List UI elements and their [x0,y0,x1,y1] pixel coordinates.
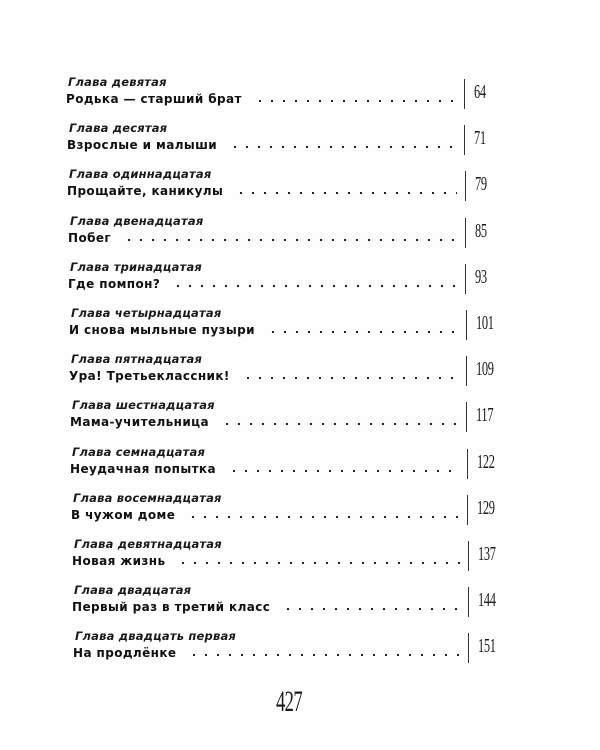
page-ref: 64 [474,81,486,103]
toc-entry [0,629,600,675]
chapter-title: Взрослые и малыши [67,138,218,153]
chapter-title: Ура! Третьеклассник! [69,369,230,384]
dot-leader [172,285,457,287]
toc-entry [0,167,600,213]
toc-entry [0,445,600,491]
chapter-label: Глава восемнадцатая [73,490,222,505]
separator-bar [468,541,469,571]
chapter-title: Первый раз в третий класс [72,600,271,615]
page-ref: 93 [475,265,487,288]
chapter-title: Мама-учительница [70,415,209,430]
page-number: 427 [276,685,303,718]
separator-bar [468,587,469,617]
chapter-label: Глава двенадцатая [70,213,204,228]
chapter-label: Глава четырнадцатая [71,306,222,320]
chapter-label: Глава пятнадцатая [71,352,203,367]
chapter-title: Прощайте, каникулы [67,184,224,199]
page-ref: 71 [474,127,486,150]
page-ref: 122 [477,450,495,473]
chapter-title: Родька — старший брат [66,92,242,106]
dot-leader [228,470,459,472]
toc-entry [0,214,600,260]
dot-leader [221,423,458,425]
dot-leader [229,146,456,148]
toc-entry [0,260,600,306]
separator-bar [467,449,468,479]
chapter-title: На продлёнке [73,646,177,661]
chapter-label: Глава двадцать первая [75,629,236,644]
separator-bar [466,402,467,432]
separator-bar [466,310,467,340]
dot-leader [188,654,460,656]
dot-leader [177,562,460,564]
chapter-title: Неудачная попытка [70,461,216,476]
chapter-title: Новая жизнь [72,554,166,568]
toc-entry [0,352,600,398]
page-ref: 144 [478,589,496,612]
page-ref: 109 [476,358,494,381]
chapter-label: Глава одиннадцатая [69,167,212,182]
toc-entry [0,491,600,537]
page-ref: 85 [475,219,487,242]
separator-bar [466,356,467,386]
chapter-title: Где помпон? [68,276,161,291]
separator-bar [465,264,466,294]
chapter-label: Глава десятая [69,121,168,136]
page-ref: 151 [478,635,496,658]
separator-bar [464,79,465,109]
separator-bar [465,171,466,201]
separator-bar [467,495,468,525]
chapter-label: Глава девятнадцатая [74,537,222,551]
dot-leader [242,377,458,379]
toc-entry [0,583,600,629]
chapter-label: Глава девятая [68,75,167,89]
dot-leader [123,239,457,241]
toc-entry [0,121,600,167]
dot-leader [254,100,456,102]
dot-leader [267,331,458,333]
dot-leader [187,516,459,518]
toc-entry [0,398,600,444]
page-ref: 137 [478,543,496,565]
chapter-title: В чужом доме [71,507,176,522]
toc-entry [0,306,600,352]
separator-bar [468,633,469,663]
chapter-label: Глава шестнадцатая [72,398,215,413]
page-ref: 101 [476,312,494,334]
chapter-title: Побег [68,230,112,245]
toc-entry [0,537,600,583]
chapter-label: Глава тринадцатая [70,259,202,274]
separator-bar [465,218,466,248]
separator-bar [464,125,465,155]
dot-leader [282,608,460,610]
chapter-title: И снова мыльные пузыри [69,323,255,337]
toc-entry [0,75,600,121]
page-ref: 117 [476,404,494,427]
dot-leader [235,192,457,194]
chapter-label: Глава двадцатая [74,583,192,598]
chapter-label: Глава семнадцатая [72,444,206,459]
page-ref: 129 [477,496,495,519]
page-ref: 79 [475,173,487,196]
